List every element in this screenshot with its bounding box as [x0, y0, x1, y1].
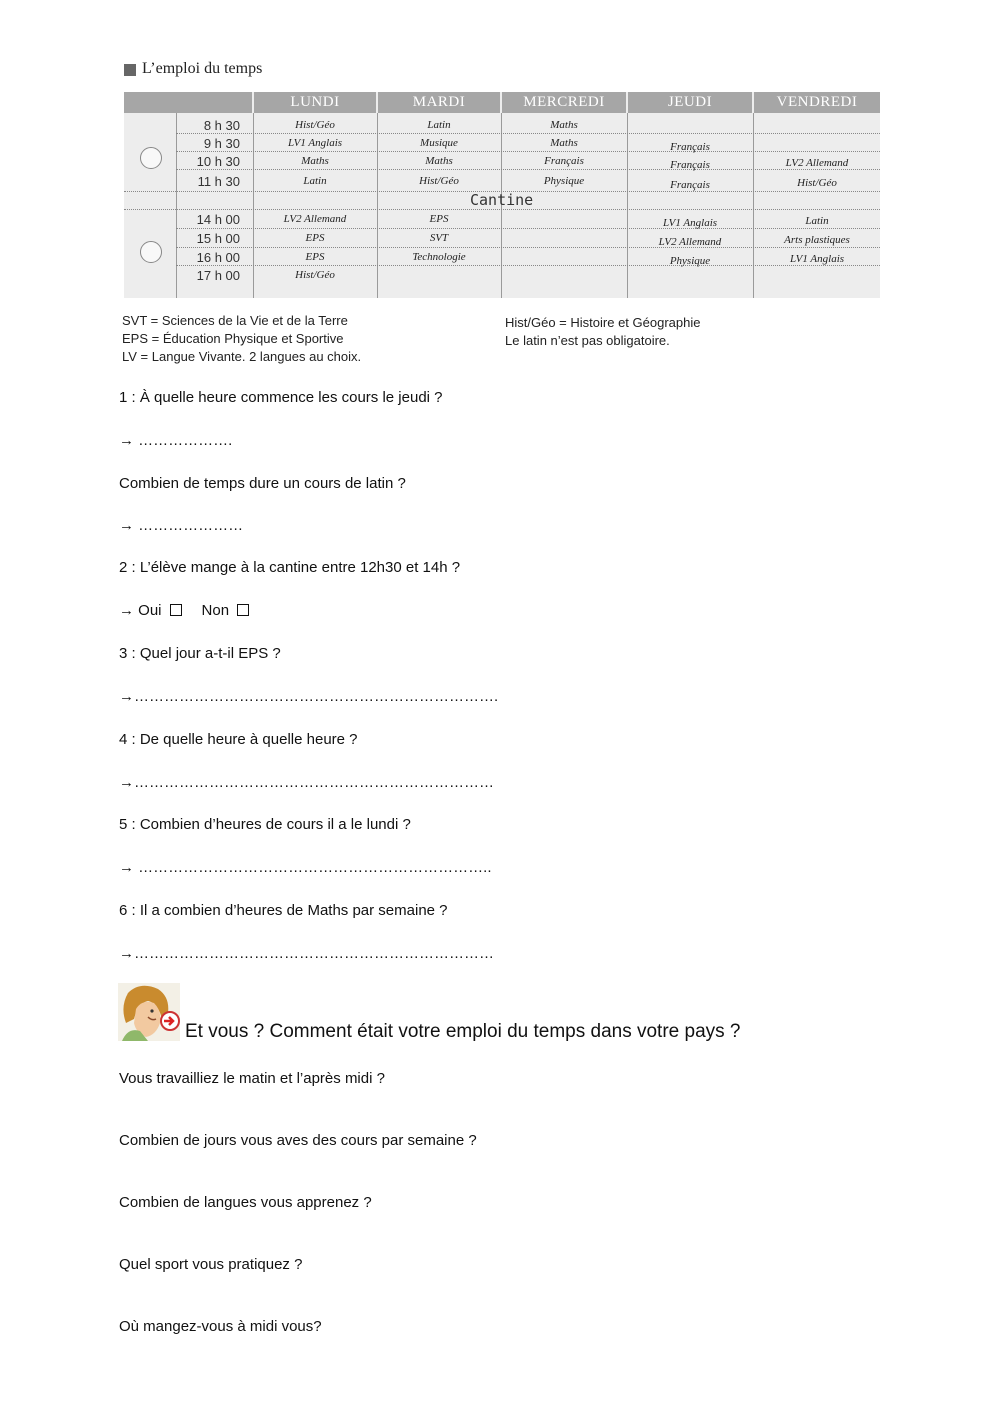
timetable-cell: EPS [305, 232, 325, 244]
legend-line: Le latin n’est pas obligatoire. [505, 333, 670, 348]
section-title: L’emploi du temps [142, 60, 263, 77]
oui-checkbox[interactable] [170, 604, 182, 616]
answer-1b: → ………………… [119, 517, 244, 534]
non-checkbox[interactable] [237, 604, 249, 616]
timetable-cell: LV2 Allemand [283, 213, 347, 225]
answer-1: → ………………. [119, 432, 233, 449]
circle-marker-icon [140, 241, 162, 263]
time-slot: 11 h 30 [197, 173, 240, 189]
legend-line: Hist/Géo = Histoire et Géographie [505, 315, 701, 330]
non-label: Non [201, 602, 230, 619]
timetable-cell: Hist/Géo [295, 119, 335, 131]
timetable-cell [628, 120, 752, 138]
question-6: 6 : Il a combien d’heures de Maths par semaine ? [119, 902, 448, 919]
timetable-cell: Français [670, 141, 710, 153]
time-slot: 16 h 00 [196, 249, 240, 265]
answer-6: →……………………………………………………………… [119, 945, 494, 962]
timetable-cell [754, 136, 880, 154]
timetable-cell: LV2 Allemand [658, 236, 722, 248]
time-slot: 8 h 30 [203, 117, 240, 133]
question-5: 5 : Combien d’heures de cours il a le lundi ? [119, 816, 411, 833]
oui-label: → Oui [119, 602, 162, 619]
timetable-cell: SVT [429, 232, 449, 244]
timetable-cell: Maths [550, 137, 578, 149]
answer-3: →………………………………………………………………. [119, 688, 499, 705]
legend-right [505, 314, 700, 350]
timetable-cell: Maths [425, 155, 453, 167]
timetable-cell: Physique [669, 255, 711, 267]
discussion-question: Où mangez-vous à midi vous? [119, 1318, 322, 1335]
timetable-cell [502, 210, 626, 228]
day-header-lundi: LUNDI [254, 92, 376, 113]
discussion-question: Vous travailliez le matin et l’après midi ? [119, 1070, 385, 1087]
day-header-mardi: MARDI [378, 92, 500, 113]
timetable-cell: Latin [805, 215, 829, 227]
speaking-student-icon [118, 983, 180, 1041]
timetable-cell: Hist/Géo [295, 269, 335, 281]
timetable-cell [754, 118, 880, 136]
timetable-header-corner [124, 92, 252, 113]
title-bullet-icon [124, 64, 136, 76]
answer-5: → …………………………………………………………….. [119, 859, 492, 876]
circle-marker-icon [140, 147, 162, 169]
legend-left [122, 312, 361, 366]
legend-line: EPS = Éducation Physique et Sportive [122, 331, 344, 346]
timetable-cell: LV1 Anglais [789, 253, 845, 265]
time-slot: 10 h 30 [196, 153, 240, 169]
question-1b: Combien de temps dure un cours de latin ? [119, 475, 406, 492]
question-2: 2 : L’élève mange à la cantine entre 12h30 et 14h ? [119, 559, 461, 576]
question-3: 3 : Quel jour a-t-il EPS ? [119, 645, 281, 662]
timetable-cell [378, 266, 500, 284]
timetable-cell: Latin [303, 175, 327, 187]
discussion-question: Quel sport vous pratiquez ? [119, 1256, 303, 1273]
timetable-cell: Français [544, 155, 584, 167]
timetable-cell: Latin [427, 119, 451, 131]
timetable-cell: Maths [301, 155, 329, 167]
timetable-cell [628, 270, 752, 288]
answer-4: →……………………………………………………………… [119, 774, 494, 791]
day-header-vendredi: VENDREDI [754, 92, 880, 113]
discussion-question: Combien de langues vous apprenez ? [119, 1194, 372, 1211]
timetable-cell: Physique [543, 175, 585, 187]
timetable-cell: EPS [429, 213, 449, 225]
timetable-cell [502, 229, 626, 247]
time-slot: 14 h 00 [196, 211, 240, 227]
question-1: 1 : À quelle heure commence les cours le jeudi ? [119, 389, 443, 406]
timetable-cell: Maths [550, 119, 578, 131]
time-slot: 15 h 00 [196, 230, 240, 246]
time-slot: 9 h 30 [203, 135, 240, 151]
timetable-cell: LV2 Allemand [785, 157, 849, 169]
timetable-cell: Hist/Géo [419, 175, 459, 187]
answer-2 [119, 602, 269, 619]
timetable-cell [502, 248, 626, 266]
timetable-cell: EPS [305, 251, 325, 263]
discussion-heading: Et vous ? Comment était votre emploi du temps dans votre pays ? [185, 1021, 741, 1042]
day-header-mercredi: MERCREDI [502, 92, 626, 113]
discussion-question: Combien de jours vous aves des cours par semaine ? [119, 1132, 477, 1149]
lunch-label: Cantine [470, 191, 534, 209]
question-4: 4 : De quelle heure à quelle heure ? [119, 731, 358, 748]
timetable-cell: LV1 Anglais [662, 217, 718, 229]
grid-line [176, 113, 177, 298]
timetable-cell [754, 268, 880, 286]
day-header-jeudi: JEUDI [628, 92, 752, 113]
legend-line: SVT = Sciences de la Vie et de la Terre [122, 313, 348, 328]
timetable-cell: Hist/Géo [797, 177, 837, 189]
timetable-cell: LV1 Anglais [287, 137, 343, 149]
timetable-cell: Musique [420, 137, 458, 149]
legend-line: LV = Langue Vivante. 2 langues au choix. [122, 349, 362, 364]
timetable-cell: Français [670, 179, 710, 191]
time-slot: 17 h 00 [196, 267, 240, 283]
timetable-cell: Technologie [412, 251, 466, 263]
timetable-cell: Arts plastiques [784, 234, 850, 246]
timetable-cell: Français [670, 159, 710, 171]
timetable [124, 92, 880, 298]
timetable-cell [502, 266, 626, 284]
